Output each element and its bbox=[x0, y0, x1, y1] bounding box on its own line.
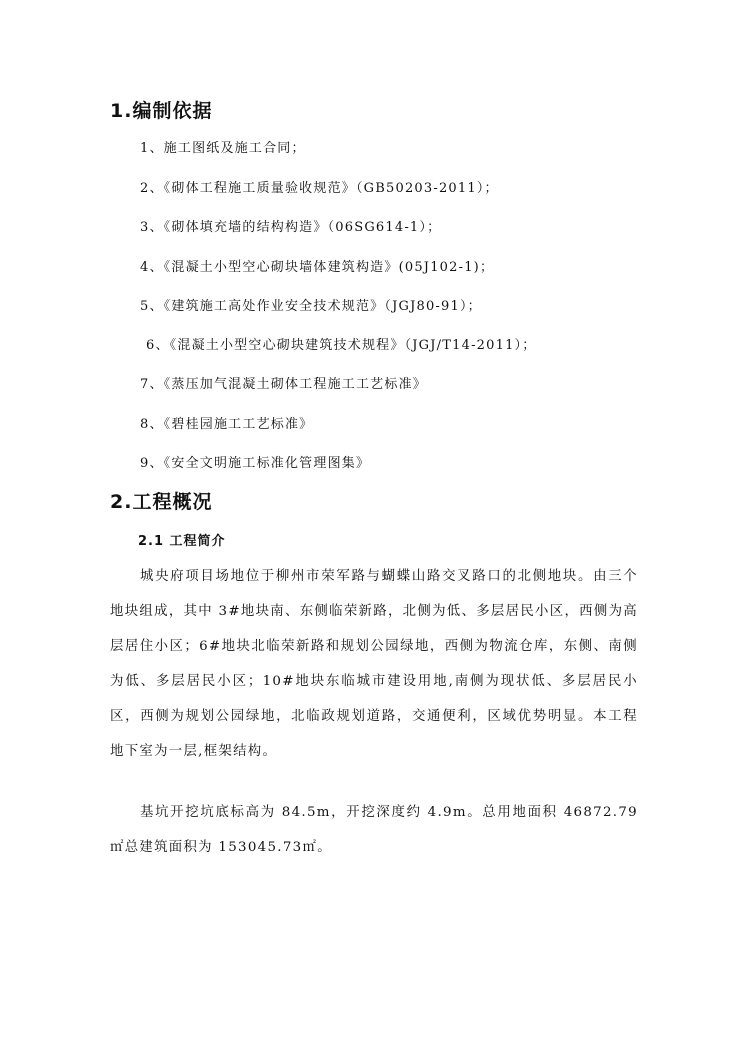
basis-item-8: 8、《碧桂园施工工艺标准》 bbox=[140, 417, 314, 432]
basis-item-2: 2、《砌体工程施工质量验收规范》（GB50203-2011）； bbox=[140, 181, 499, 196]
basis-item-6: 6、《混凝土小型空心砌块建筑技术规程》（JGJ/T14-2011）； bbox=[146, 338, 537, 353]
basis-item-7: 7、《蒸压加气混凝土砌体工程施工工艺标准》 bbox=[140, 377, 427, 392]
project-intro-paragraph: 城央府项目场地位于柳州市荣军路与蝴蝶山路交叉路口的北侧地块。由三个地块组成，其中 3#地块南、东侧临荣新路，北侧为低、多层居民小区，西侧为高层居住小区；6#地块北临荣新路和规划公园绿地，西侧为物流仓库，东侧、南侧为低、多层居民小区；10#地块东临城市建设用地,南侧为现状低、多层居民小区，西侧为规划公园绿地，北临政规划道路，交通便利，区域优势明显。本工程地下室为一层,框架结构。 bbox=[110, 569, 638, 759]
basis-item-1: 1、施工图纸及施工合同； bbox=[140, 141, 306, 156]
section-heading-project-overview: 2.工程概况 bbox=[110, 491, 213, 513]
excavation-area-paragraph: 基坑开挖坑底标高为 84.5m，开挖深度约 4.9m。总用地面积 46872.79㎡总建筑面积为 153045.73㎡。 bbox=[110, 805, 638, 855]
basis-item-3: 3、《砌体填充墙的结构构造》（06SG614-1）； bbox=[140, 220, 442, 235]
basis-item-4: 4、《混凝土小型空心砌块墙体建筑构造》(05J102-1)； bbox=[140, 260, 495, 275]
basis-item-9: 9、《安全文明施工标准化管理图集》 bbox=[140, 456, 371, 471]
subsection-heading-project-intro: 2.1 工程简介 bbox=[138, 534, 226, 549]
basis-item-5: 5、《建筑施工高处作业安全技术规范》（JGJ80-91）； bbox=[140, 299, 482, 314]
section-heading-compilation-basis: 1.编制依据 bbox=[110, 100, 213, 122]
